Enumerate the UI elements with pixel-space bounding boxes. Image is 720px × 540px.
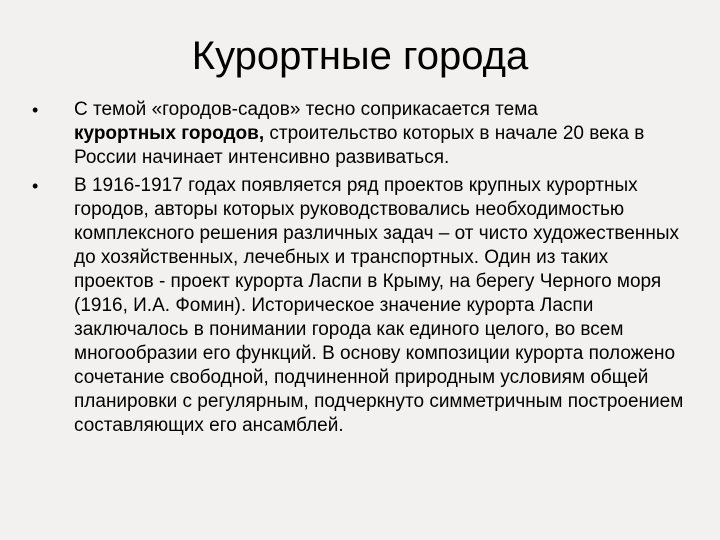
bullet-text-1-bold: курортных городов, [74,123,265,144]
bullet-item-1 [30,98,690,170]
bullet-text-1-after: строительство которых в начале 20 века в России начинает интенсивно развиваться. [74,123,645,168]
bullet-text-1 [74,98,690,170]
bullet-text-1-before: С темой «городов-садов» тесно соприкасается тема [74,99,538,120]
bullet-item-2 [30,174,690,438]
bullet-icon: • [32,100,39,120]
bullet-icon: • [32,176,39,196]
bullet-text-2: В 1916-1917 годах появляется ряд проектов крупных курортных городов, авторы которых руководствовались необходимостью комплексного решения различных задач – от чисто художественных до хозяйственных, лечебных и транспортных. Один из таких проектов - проект курорта Ласпи в Крыму, на берегу Черного моря (1916, И.А. Фомин). Историческое значение курорта Ласпи заключалось в понимании города как единого целого, во всем многообразии его функций. В основу композиции курорта положено сочетание свободной, подчиненной природным условиям общей планировки с регулярным, подчеркнуто симметричным построением составляющих его ансамблей. [74,175,684,436]
slide-content [30,98,690,442]
slide-title: Курортные города [191,34,529,78]
